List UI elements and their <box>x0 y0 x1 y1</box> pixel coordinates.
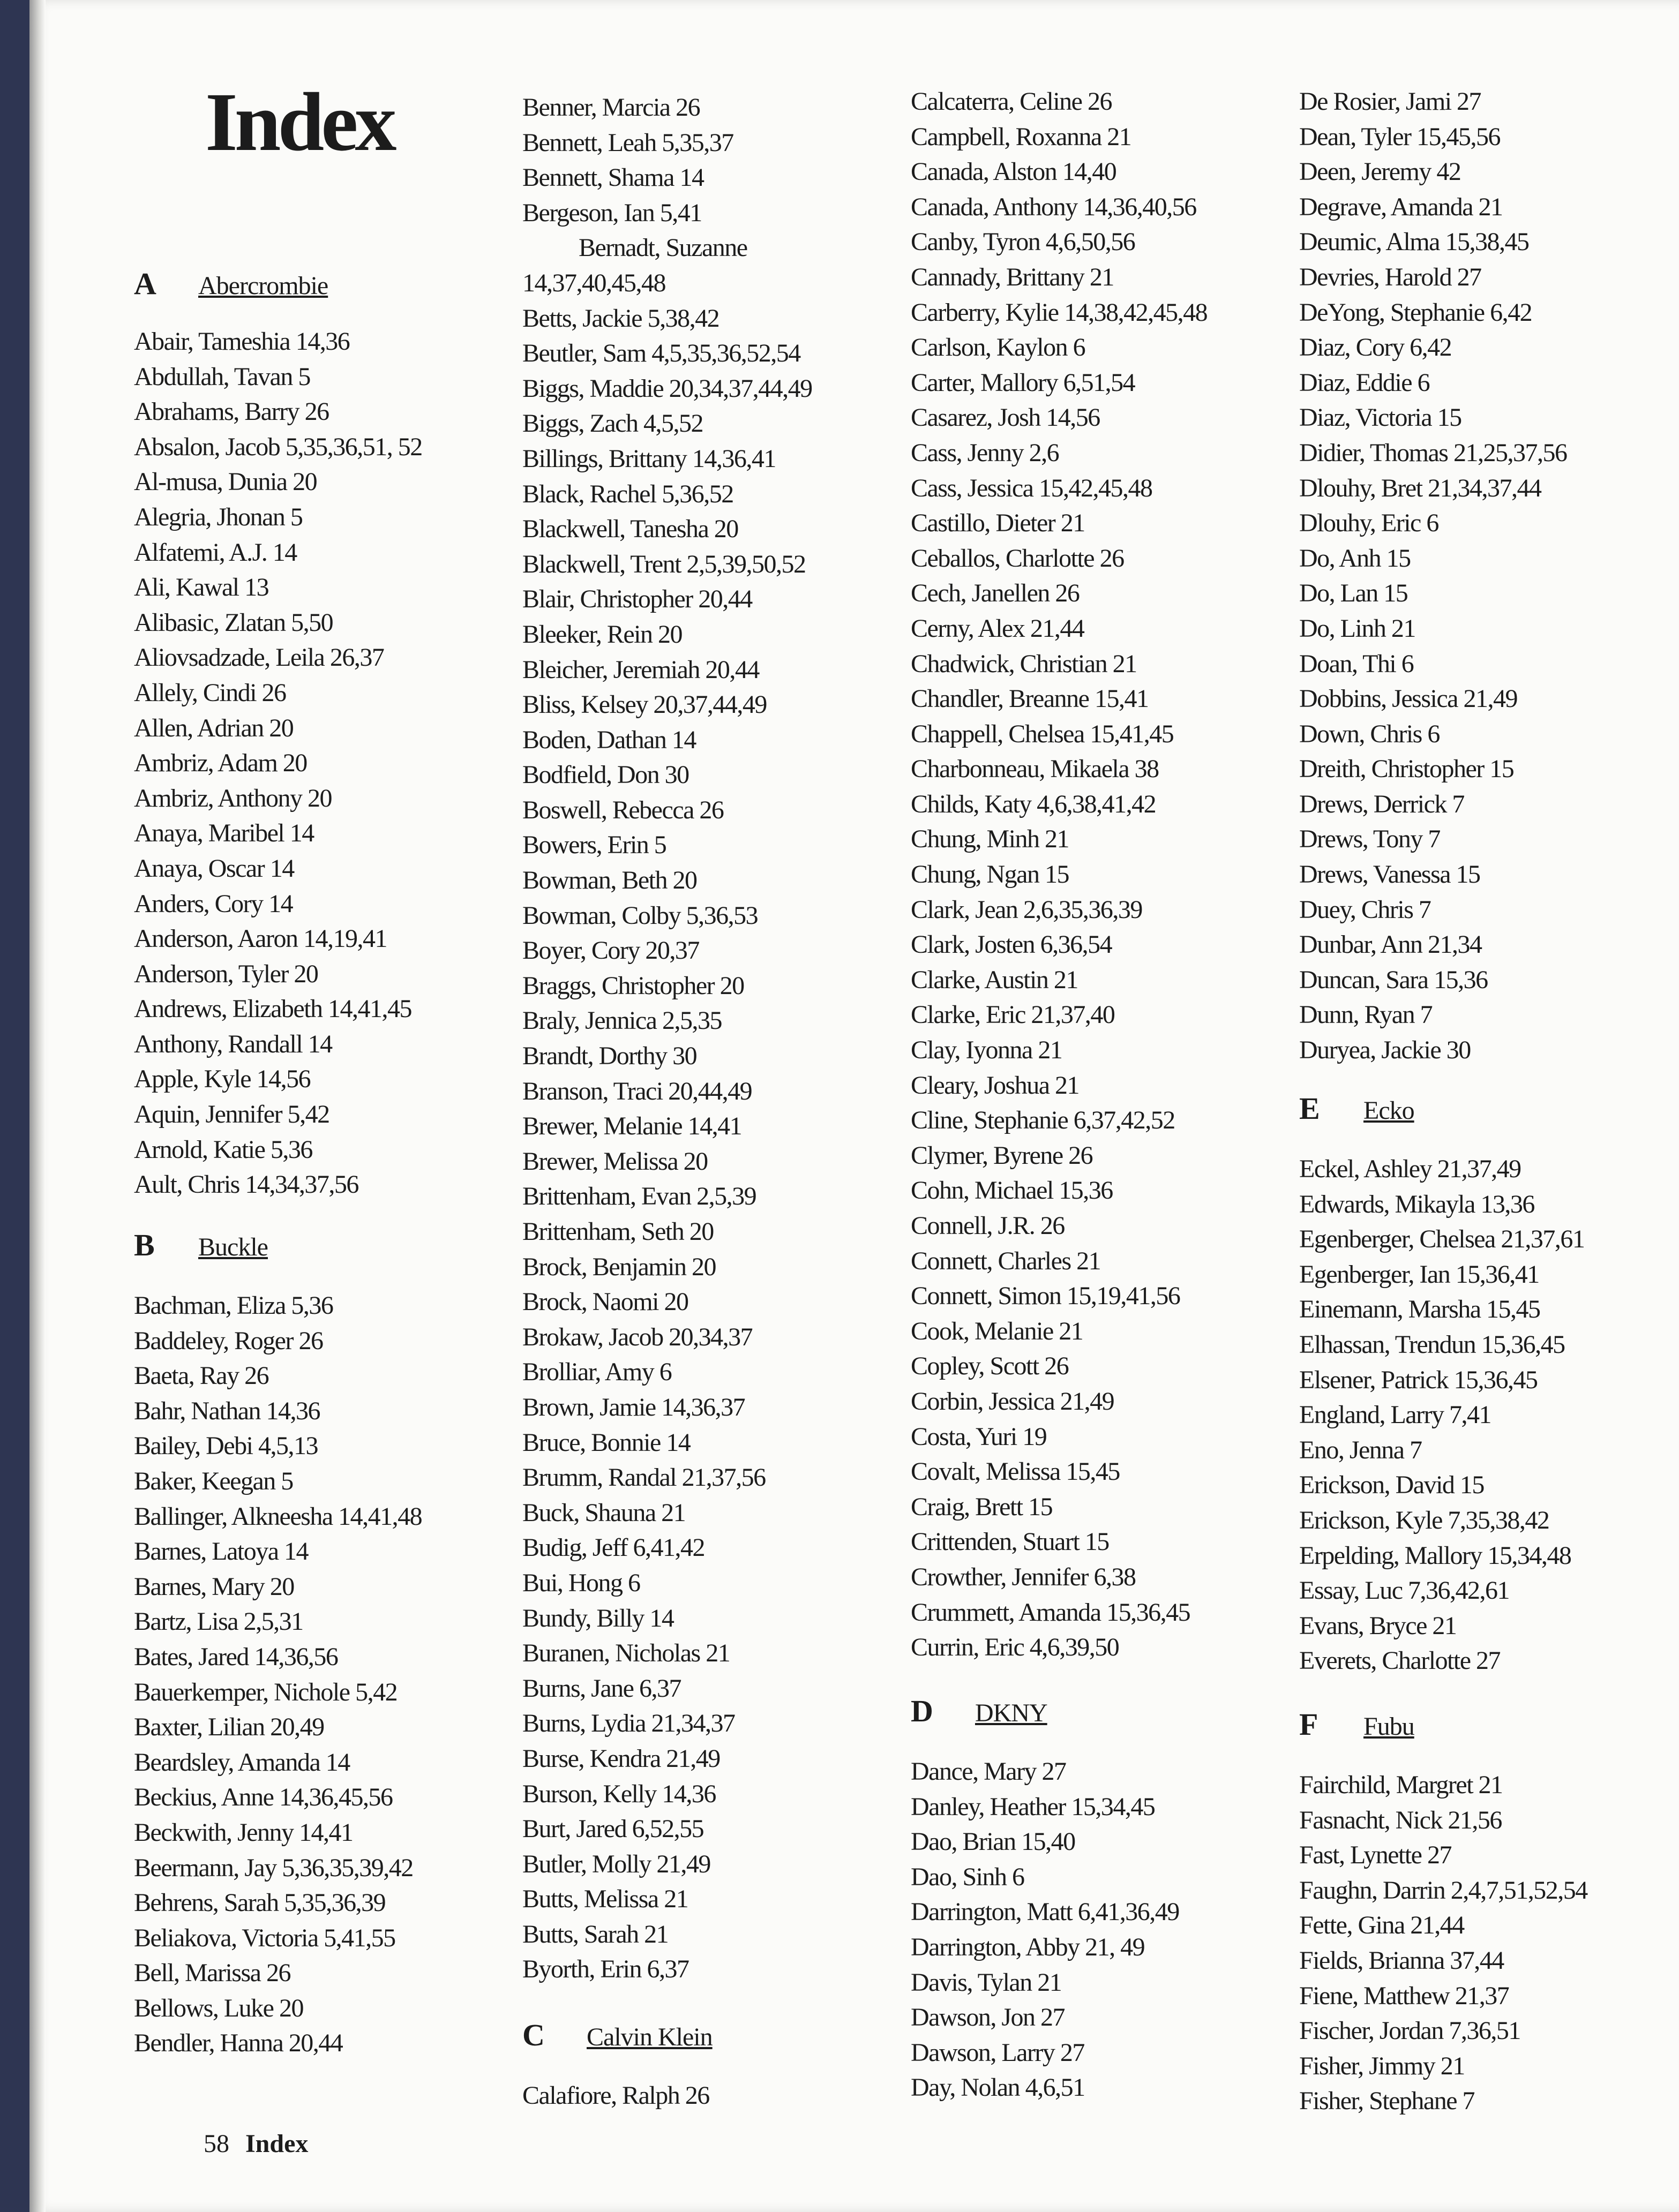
index-entry: Dunn, Ryan 7 <box>1299 1000 1433 1029</box>
index-entry: Egenberger, Ian 15,36,41 <box>1299 1260 1539 1289</box>
index-entry: Aliovsadzade, Leila 26,37 <box>134 643 384 672</box>
index-entry: Allen, Adrian 20 <box>134 713 294 742</box>
index-entry: Chandler, Breanne 15,41 <box>911 684 1149 713</box>
index-entry: Dao, Brian 15,40 <box>911 1827 1075 1856</box>
index-entry: Blackwell, Tanesha 20 <box>522 515 738 544</box>
index-entry: Darrington, Matt 6,41,36,49 <box>911 1898 1179 1927</box>
index-entry: Anaya, Maribel 14 <box>134 819 314 848</box>
index-entry: Bailey, Debi 4,5,13 <box>134 1432 318 1461</box>
index-entry: Bennett, Shama 14 <box>522 163 704 192</box>
index-entry: Cass, Jenny 2,6 <box>911 438 1059 467</box>
page-footer <box>204 2129 308 2158</box>
index-entry: Boswell, Rebecca 26 <box>522 795 724 824</box>
index-entry: Dobbins, Jessica 21,49 <box>1299 684 1517 713</box>
index-entry: Chappell, Chelsea 15,41,45 <box>911 719 1174 748</box>
index-entry: Fairchild, Margret 21 <box>1299 1771 1503 1799</box>
index-entry: Bates, Jared 14,36,56 <box>134 1642 338 1671</box>
index-entry: Dance, Mary 27 <box>911 1757 1066 1786</box>
section-brand: DKNY <box>975 1699 1047 1727</box>
index-entry: Brittenham, Seth 20 <box>522 1217 714 1246</box>
index-entry: Carlson, Kaylon 6 <box>911 333 1085 362</box>
index-entry: Allely, Cindi 26 <box>134 678 286 707</box>
index-entry: Abdullah, Tavan 5 <box>134 362 310 391</box>
index-entry: Butts, Melissa 21 <box>522 1885 688 1914</box>
section-letter: D <box>911 1694 933 1728</box>
index-entry: Alibasic, Zlatan 5,50 <box>134 608 333 637</box>
index-entry: Brandt, Dorthy 30 <box>522 1042 697 1071</box>
index-entry: Brewer, Melissa 20 <box>522 1147 708 1176</box>
index-entry: Dlouhy, Bret 21,34,37,44 <box>1299 473 1541 502</box>
page-number: 58 <box>204 2130 229 2158</box>
index-entry: Bartz, Lisa 2,5,31 <box>134 1607 303 1636</box>
index-entry: Connett, Charles 21 <box>911 1246 1101 1275</box>
index-entry: Beckius, Anne 14,36,45,56 <box>134 1783 393 1812</box>
index-entry: Faughn, Darrin 2,4,7,51,52,54 <box>1299 1876 1587 1905</box>
index-entry: Deen, Jeremy 42 <box>1299 157 1461 186</box>
index-entry: Al-musa, Dunia 20 <box>134 468 317 496</box>
index-entry: Do, Lan 15 <box>1299 579 1408 608</box>
entry-list <box>911 1754 1296 2105</box>
index-entry: Egenberger, Chelsea 21,37,61 <box>1299 1225 1585 1254</box>
entry-list <box>1299 84 1679 1068</box>
index-entry: Anderson, Aaron 14,19,41 <box>134 924 387 953</box>
index-entry: Brittenham, Evan 2,5,39 <box>522 1182 756 1211</box>
section-header-a <box>134 262 328 305</box>
index-entry: Deumic, Alma 15,38,45 <box>1299 228 1529 257</box>
index-entry: Clay, Iyonna 21 <box>911 1036 1062 1065</box>
index-entry: Fast, Lynette 27 <box>1299 1841 1451 1870</box>
index-entry: Bernadt, Suzanne <box>579 234 747 262</box>
index-entry: Abair, Tameshia 14,36 <box>134 327 350 356</box>
index-entry: Castillo, Dieter 21 <box>911 509 1085 538</box>
section-letter: B <box>134 1228 155 1262</box>
index-entry: Bundy, Billy 14 <box>522 1604 674 1632</box>
index-entry: Darrington, Abby 21, 49 <box>911 1932 1145 1961</box>
section-letter: E <box>1299 1091 1320 1126</box>
index-entry: Davis, Tylan 21 <box>911 1968 1062 1997</box>
index-entry: Buranen, Nicholas 21 <box>522 1639 730 1668</box>
index-entry: Bauerkemper, Nichole 5,42 <box>134 1677 398 1706</box>
index-entry: Chadwick, Christian 21 <box>911 649 1137 678</box>
index-entry: Brolliar, Amy 6 <box>522 1358 672 1387</box>
index-entry: Arnold, Katie 5,36 <box>134 1135 312 1164</box>
index-entry: Fields, Brianna 37,44 <box>1299 1946 1504 1975</box>
index-entry: Benner, Marcia 26 <box>522 93 700 122</box>
index-entry: Andrews, Elizabeth 14,41,45 <box>134 995 412 1024</box>
index-entry: Anderson, Tyler 20 <box>134 959 318 988</box>
index-entry: Clarke, Eric 21,37,40 <box>911 1000 1115 1029</box>
index-entry: Eckel, Ashley 21,37,49 <box>1299 1155 1521 1183</box>
index-entry: 14,37,40,45,48 <box>522 268 665 297</box>
index-entry: De Rosier, Jami 27 <box>1299 87 1481 116</box>
index-entry: Cohn, Michael 15,36 <box>911 1176 1113 1205</box>
index-entry: Bell, Marissa 26 <box>134 1959 290 1988</box>
index-entry: Biggs, Maddie 20,34,37,44,49 <box>522 374 812 403</box>
index-entry: Blair, Christopher 20,44 <box>522 585 752 614</box>
entry-list <box>134 324 520 1202</box>
index-entry: Crowther, Jennifer 6,38 <box>911 1562 1136 1591</box>
index-entry: Black, Rachel 5,36,52 <box>522 479 733 508</box>
entry-list <box>522 90 908 1987</box>
index-entry: Dlouhy, Eric 6 <box>1299 509 1438 538</box>
entry-list <box>911 84 1296 1665</box>
index-entry: Beermann, Jay 5,36,35,39,42 <box>134 1853 413 1882</box>
index-entry: Einemann, Marsha 15,45 <box>1299 1295 1540 1324</box>
index-entry: Dean, Tyler 15,45,56 <box>1299 122 1500 151</box>
index-entry: Alfatemi, A.J. 14 <box>134 538 297 567</box>
index-entry: Fette, Gina 21,44 <box>1299 1911 1464 1940</box>
index-entry: Bowman, Colby 5,36,53 <box>522 901 758 930</box>
index-entry: Day, Nolan 4,6,51 <box>911 2073 1085 2102</box>
index-entry: Canada, Anthony 14,36,40,56 <box>911 192 1196 221</box>
index-entry: Barnes, Mary 20 <box>134 1572 294 1601</box>
index-entry: Drews, Tony 7 <box>1299 825 1440 854</box>
section-header-e <box>1299 1087 1414 1130</box>
index-entry: Baker, Keegan 5 <box>134 1466 293 1495</box>
index-entry: Ambriz, Adam 20 <box>134 749 307 778</box>
index-entry: Chung, Minh 21 <box>911 825 1069 854</box>
index-entry: Cleary, Joshua 21 <box>911 1071 1079 1100</box>
index-entry: Burns, Jane 6,37 <box>522 1674 681 1703</box>
index-entry: Butler, Molly 21,49 <box>522 1849 710 1878</box>
index-entry: Brock, Naomi 20 <box>522 1288 688 1316</box>
index-entry: Devries, Harold 27 <box>1299 262 1481 291</box>
index-entry: Ault, Chris 14,34,37,56 <box>134 1170 358 1199</box>
index-entry: Diaz, Eddie 6 <box>1299 368 1430 397</box>
index-entry: Currin, Eric 4,6,39,50 <box>911 1633 1119 1662</box>
index-entry: Boyer, Cory 20,37 <box>522 936 699 965</box>
entry-list <box>522 2078 908 2113</box>
section-brand: Abercrombie <box>198 272 328 300</box>
index-entry: Down, Chris 6 <box>1299 719 1440 748</box>
index-entry: Abrahams, Barry 26 <box>134 397 329 426</box>
index-entry: Casarez, Josh 14,56 <box>911 403 1100 432</box>
index-entry: Cech, Janellen 26 <box>911 579 1080 608</box>
index-entry: Do, Anh 15 <box>1299 544 1411 573</box>
section-header-d <box>911 1690 1047 1733</box>
index-page <box>29 0 1679 2212</box>
index-entry: Beckwith, Jenny 14,41 <box>134 1818 353 1847</box>
entry-list <box>1299 1767 1679 2119</box>
index-entry: Crittenden, Stuart 15 <box>911 1528 1109 1556</box>
index-entry: Canby, Tyron 4,6,50,56 <box>911 228 1135 257</box>
index-entry: Calcaterra, Celine 26 <box>911 87 1112 116</box>
index-entry: Anthony, Randall 14 <box>134 1029 332 1058</box>
index-entry: Cass, Jessica 15,42,45,48 <box>911 473 1152 502</box>
index-entry: Costa, Yuri 19 <box>911 1422 1047 1451</box>
index-entry: Eno, Jenna 7 <box>1299 1435 1422 1464</box>
index-entry: Braggs, Christopher 20 <box>522 971 744 1000</box>
index-entry: Billings, Brittany 14,36,41 <box>522 444 776 473</box>
index-entry: Alegria, Jhonan 5 <box>134 502 303 531</box>
index-entry: Erpelding, Mallory 15,34,48 <box>1299 1541 1571 1570</box>
index-entry: Carter, Mallory 6,51,54 <box>911 368 1135 397</box>
index-entry: Drews, Vanessa 15 <box>1299 860 1480 889</box>
index-entry: Elsener, Patrick 15,36,45 <box>1299 1365 1538 1394</box>
index-entry: Connett, Simon 15,19,41,56 <box>911 1282 1180 1311</box>
index-entry: Ambriz, Anthony 20 <box>134 784 332 812</box>
index-entry: Bahr, Nathan 14,36 <box>134 1396 320 1425</box>
index-entry: Bruce, Bonnie 14 <box>522 1428 691 1457</box>
index-entry: Burt, Jared 6,52,55 <box>522 1815 704 1844</box>
index-entry: Charbonneau, Mikaela 38 <box>911 755 1159 784</box>
section-header-b <box>134 1224 268 1267</box>
index-entry: Canada, Alston 14,40 <box>911 157 1116 186</box>
index-entry: Childs, Katy 4,6,38,41,42 <box>911 789 1156 818</box>
index-entry: Dawson, Larry 27 <box>911 2038 1084 2067</box>
index-entry: Danley, Heather 15,34,45 <box>911 1792 1155 1821</box>
index-entry: Bui, Hong 6 <box>522 1568 640 1597</box>
section-letter: C <box>522 2018 545 2052</box>
index-entry: Burson, Kelly 14,36 <box>522 1779 716 1808</box>
index-entry: Boden, Dathan 14 <box>522 725 696 754</box>
index-entry: Cook, Melanie 21 <box>911 1316 1083 1345</box>
index-entry: Brock, Benjamin 20 <box>522 1252 716 1281</box>
index-entry: Anaya, Oscar 14 <box>134 854 294 883</box>
entry-list <box>1299 1152 1679 1679</box>
index-entry: Duncan, Sara 15,36 <box>1299 965 1488 994</box>
index-entry: Budig, Jeff 6,41,42 <box>522 1533 704 1562</box>
index-entry: England, Larry 7,41 <box>1299 1401 1491 1429</box>
index-entry: Ali, Kawal 13 <box>134 573 269 602</box>
index-entry: Biggs, Zach 4,5,52 <box>522 409 703 438</box>
index-entry: Anders, Cory 14 <box>134 889 293 918</box>
index-entry: Chung, Ngan 15 <box>911 860 1069 889</box>
section-header-c <box>522 2014 713 2057</box>
index-entry: Connell, J.R. 26 <box>911 1212 1065 1240</box>
index-entry: Essay, Luc 7,36,42,61 <box>1299 1576 1509 1605</box>
index-entry: Buck, Shauna 21 <box>522 1498 686 1527</box>
section-brand: Buckle <box>198 1233 268 1261</box>
index-entry: Bergeson, Ian 5,41 <box>522 198 702 227</box>
index-entry: DeYong, Stephanie 6,42 <box>1299 298 1532 327</box>
index-entry: Didier, Thomas 21,25,37,56 <box>1299 438 1567 467</box>
index-entry: Erickson, Kyle 7,35,38,42 <box>1299 1506 1549 1534</box>
section-letter: F <box>1299 1707 1318 1742</box>
index-entry: Bliss, Kelsey 20,37,44,49 <box>522 690 767 719</box>
index-entry: Diaz, Victoria 15 <box>1299 403 1461 432</box>
index-entry: Clark, Jean 2,6,35,36,39 <box>911 895 1142 924</box>
section-brand: Calvin Klein <box>587 2023 713 2051</box>
index-entry: Beliakova, Victoria 5,41,55 <box>134 1923 395 1952</box>
index-entry: Carberry, Kylie 14,38,42,45,48 <box>911 298 1208 327</box>
index-entry: Absalon, Jacob 5,35,36,51, 52 <box>134 432 422 461</box>
index-entry: Dunbar, Ann 21,34 <box>1299 930 1482 959</box>
index-entry: Blackwell, Trent 2,5,39,50,52 <box>522 550 806 578</box>
index-entry: Dreith, Christopher 15 <box>1299 755 1514 784</box>
index-entry: Bowman, Beth 20 <box>522 866 697 895</box>
index-entry: Bennett, Leah 5,35,37 <box>522 128 733 157</box>
index-entry: Ceballos, Charlotte 26 <box>911 544 1124 573</box>
index-entry: Ballinger, Alkneesha 14,41,48 <box>134 1502 422 1531</box>
index-entry: Erickson, David 15 <box>1299 1471 1484 1500</box>
index-entry: Bendler, Hanna 20,44 <box>134 2029 343 2058</box>
index-entry: Evans, Bryce 21 <box>1299 1611 1457 1640</box>
index-entry: Baeta, Ray 26 <box>134 1361 269 1390</box>
index-entry: Bellows, Luke 20 <box>134 1993 303 2022</box>
index-entry: Fiene, Matthew 21,37 <box>1299 1981 1509 2010</box>
index-entry: Drews, Derrick 7 <box>1299 789 1464 818</box>
index-entry: Bleicher, Jeremiah 20,44 <box>522 655 759 684</box>
index-entry: Bowers, Erin 5 <box>522 831 666 860</box>
index-entry: Clark, Josten 6,36,54 <box>911 930 1112 959</box>
index-entry: Everets, Charlotte 27 <box>1299 1646 1501 1675</box>
section-letter: A <box>134 266 156 301</box>
index-entry: Do, Linh 21 <box>1299 614 1415 643</box>
index-entry: Campbell, Roxanna 21 <box>911 122 1131 151</box>
index-entry: Betts, Jackie 5,38,42 <box>522 304 719 333</box>
footer-label: Index <box>245 2130 309 2158</box>
index-entry: Baddeley, Roger 26 <box>134 1326 323 1355</box>
index-entry: Fisher, Stephane 7 <box>1299 2087 1475 2116</box>
index-entry: Brokaw, Jacob 20,34,37 <box>522 1322 753 1351</box>
index-entry: Cerny, Alex 21,44 <box>911 614 1084 643</box>
index-entry: Edwards, Mikayla 13,36 <box>1299 1190 1534 1218</box>
index-entry: Duryea, Jackie 30 <box>1299 1036 1471 1065</box>
index-entry: Burns, Lydia 21,34,37 <box>522 1709 735 1738</box>
index-entry: Covalt, Melissa 15,45 <box>911 1457 1120 1486</box>
index-entry: Degrave, Amanda 21 <box>1299 192 1503 221</box>
index-entry: Bodfield, Don 30 <box>522 761 689 789</box>
index-entry: Bleeker, Rein 20 <box>522 620 682 649</box>
index-entry: Apple, Kyle 14,56 <box>134 1065 311 1094</box>
index-entry: Corbin, Jessica 21,49 <box>911 1387 1114 1416</box>
index-entry: Fischer, Jordan 7,36,51 <box>1299 2017 1520 2045</box>
page-title: Index <box>205 76 394 168</box>
section-brand: Fubu <box>1363 1712 1414 1741</box>
index-entry: Cannady, Brittany 21 <box>911 262 1114 291</box>
index-entry: Beardsley, Amanda 14 <box>134 1748 350 1777</box>
index-entry: Diaz, Cory 6,42 <box>1299 333 1452 362</box>
index-entry: Elhassan, Trendun 15,36,45 <box>1299 1330 1565 1359</box>
entry-list <box>134 1288 520 2061</box>
index-entry: Bachman, Eliza 5,36 <box>134 1291 333 1320</box>
index-entry: Clarke, Austin 21 <box>911 965 1078 994</box>
index-entry: Burse, Kendra 21,49 <box>522 1744 720 1773</box>
index-entry: Craig, Brett 15 <box>911 1492 1053 1521</box>
index-entry: Byorth, Erin 6,37 <box>522 1955 689 1984</box>
index-entry: Barnes, Latoya 14 <box>134 1537 309 1566</box>
index-entry: Calafiore, Ralph 26 <box>522 2081 709 2110</box>
index-entry: Butts, Sarah 21 <box>522 1920 669 1948</box>
section-brand: Ecko <box>1363 1096 1414 1125</box>
index-entry: Doan, Thi 6 <box>1299 649 1414 678</box>
index-entry: Clymer, Byrene 26 <box>911 1141 1093 1170</box>
index-entry: Cline, Stephanie 6,37,42,52 <box>911 1106 1175 1135</box>
index-entry: Branson, Traci 20,44,49 <box>522 1077 752 1105</box>
index-entry: Dao, Sinh 6 <box>911 1862 1024 1891</box>
index-entry: Baxter, Lilian 20,49 <box>134 1713 324 1742</box>
index-entry: Copley, Scott 26 <box>911 1352 1069 1381</box>
index-entry: Brewer, Melanie 14,41 <box>522 1112 742 1141</box>
index-entry: Crummett, Amanda 15,36,45 <box>911 1598 1190 1627</box>
index-entry: Behrens, Sarah 5,35,36,39 <box>134 1889 386 1917</box>
section-header-f <box>1299 1703 1414 1746</box>
index-entry: Braly, Jennica 2,5,35 <box>522 1006 722 1035</box>
index-entry: Brown, Jamie 14,36,37 <box>522 1393 745 1421</box>
index-entry: Beutler, Sam 4,5,35,36,52,54 <box>522 339 800 368</box>
index-entry: Aquin, Jennifer 5,42 <box>134 1100 329 1129</box>
index-entry: Dawson, Jon 27 <box>911 2003 1065 2032</box>
index-entry: Duey, Chris 7 <box>1299 895 1431 924</box>
index-entry: Fasnacht, Nick 21,56 <box>1299 1805 1502 1834</box>
index-entry: Brumm, Randal 21,37,56 <box>522 1463 766 1492</box>
index-entry: Fisher, Jimmy 21 <box>1299 2051 1465 2080</box>
